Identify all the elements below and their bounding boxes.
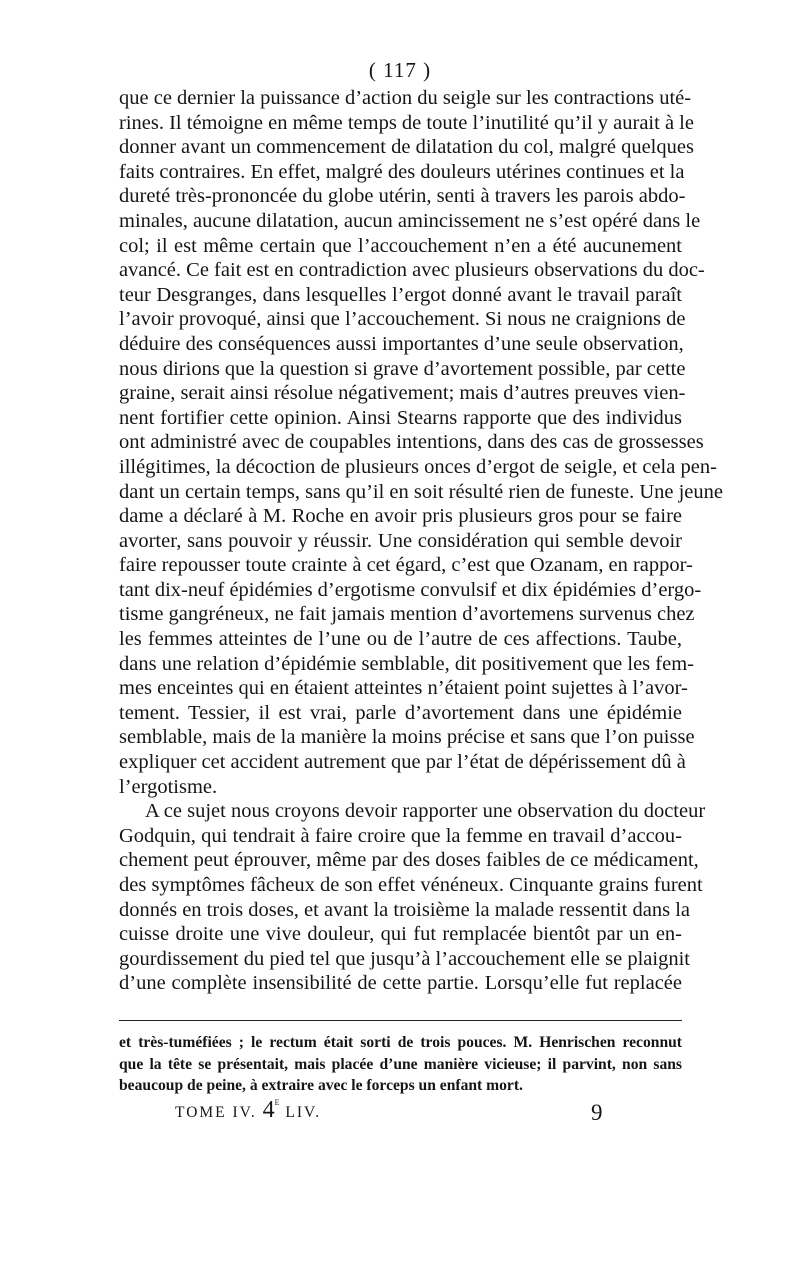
text-line: avorter, sans pouvoir y réussir. Une considération qui semble devoir [119,529,682,552]
text-line: ont administré avec de coupables intentions, dans des cas de grossesses [119,431,704,454]
text-line: tant dix-neuf épidémies d’ergotisme convulsif et dix épidémies d’ergo- [119,578,702,601]
text-line: d’une complète insensibilité de cette partie. Lorsqu’elle fut replacée [119,972,682,995]
page-number: ( 117 ) [368,58,432,82]
text-line: semblable, mais de la manière la moins précise et sans que l’on puisse [119,726,695,749]
livraison-number: 4 [262,1097,275,1123]
text-line: graine, serait ainsi résolue négativement; mais d’autres preuves vien- [119,382,686,405]
text-line: faits contraires. En effet, malgré des douleurs utérines continues et la [119,160,685,183]
footnote-line: que la tête se présentait, mais placée d’une manière vicieuse; il parvint, non sans [119,1055,682,1073]
footnote [119,1032,682,1097]
text-line: illégitimes, la décoction de plusieurs onces d’ergot de seigle, et cela pen- [119,455,717,478]
livraison-label: LIV. [285,1104,322,1121]
text-line: Godquin, qui tendrait à faire croire que la femme en travail d’accou- [119,824,682,847]
text-line: des symptômes fâcheux de son effet vénéneux. Cinquante grains furent [119,874,703,896]
text-line: que ce dernier la puissance d’action du seigle sur les contractions uté- [119,87,692,109]
body-text [119,86,723,996]
text-line: expliquer cet accident autrement que par l’état de dépérissement dû à [119,751,686,774]
text-line: donnés en trois doses, et avant la troisième la malade ressentit dans la [119,898,690,921]
printer-signature [175,1096,321,1124]
text-line: dame a déclaré à M. Roche en avoir pris plusieurs gros pour se faire [119,505,682,528]
sheet-number: 9 [591,1100,603,1125]
text-line: dureté très-prononcée du globe utérin, senti à travers les parois abdo- [119,185,686,208]
text-line: déduire des conséquences aussi importantes d’une seule observation, [119,332,684,355]
text-line: minales, aucune dilatation, aucun amincissement ne s’est opéré dans le [119,209,701,232]
footnote-line: et très-tuméfiées ; le rectum était sorti de trois pouces. M. Henrischen reconnut [119,1034,682,1051]
footnote-rule [119,1020,682,1021]
text-line: avancé. Ce fait est en contradiction avec plusieurs observations du doc- [119,259,705,282]
text-line: col; il est même certain que l’accouchement n’en a été aucunement [119,234,682,257]
tome-label: TOME IV. [175,1104,257,1121]
text-line: tement. Tessier, il est vrai, parle d’avortement dans une épidémie [119,701,682,724]
text-line: tisme gangréneux, ne fait jamais mention d’avortemens survenus chez [119,603,695,626]
text-line: nous dirions que la question si grave d’avortement possible, par cette [119,357,686,380]
text-line: dant un certain temps, sans qu’il en soit résulté rien de funeste. Une jeune [119,480,723,503]
text-line: donner avant un commencement de dilatation du col, malgré quelques [119,136,694,159]
text-line: l’avoir provoqué, ainsi que l’accouchement. Si nous ne craignions de [119,308,686,331]
text-line: mes enceintes qui en étaient atteintes n’étaient point sujettes à l’avor- [119,677,688,700]
text-line: gourdissement du pied tel que jusqu’à l’accouchement elle se plaignit [119,947,690,970]
text-line: faire repousser toute crainte à cet égard, c’est que Ozanam, en rappor- [119,554,693,577]
text-line: les femmes atteintes de l’une ou de l’autre de ces affections. Taube, [119,628,682,651]
text-line: nent fortifier cette opinion. Ainsi Stearns rapporte que des individus [119,406,682,429]
footnote-line: beaucoup de peine, à extraire avec le forceps un enfant mort. [119,1077,523,1094]
livraison-suffix: e [274,1096,280,1108]
text-line: cuisse droite une vive douleur, qui fut remplacée bientôt par un en- [119,923,682,946]
paragraph-first-line: A ce sujet nous croyons devoir rapporter une observation du docteur [145,800,706,823]
text-line: rines. Il témoigne en même temps de toute l’inutilité qu’il y aurait à le [119,111,694,134]
text-line: dans une relation d’épidémie semblable, dit positivement que les fem- [119,652,694,675]
text-line: chement peut éprouver, même par des doses faibles de ce médicament, [119,849,699,872]
text-line: l’ergotisme. [119,775,218,798]
text-line: teur Desgranges, dans lesquelles l’ergot donné avant le travail paraît [119,283,682,306]
